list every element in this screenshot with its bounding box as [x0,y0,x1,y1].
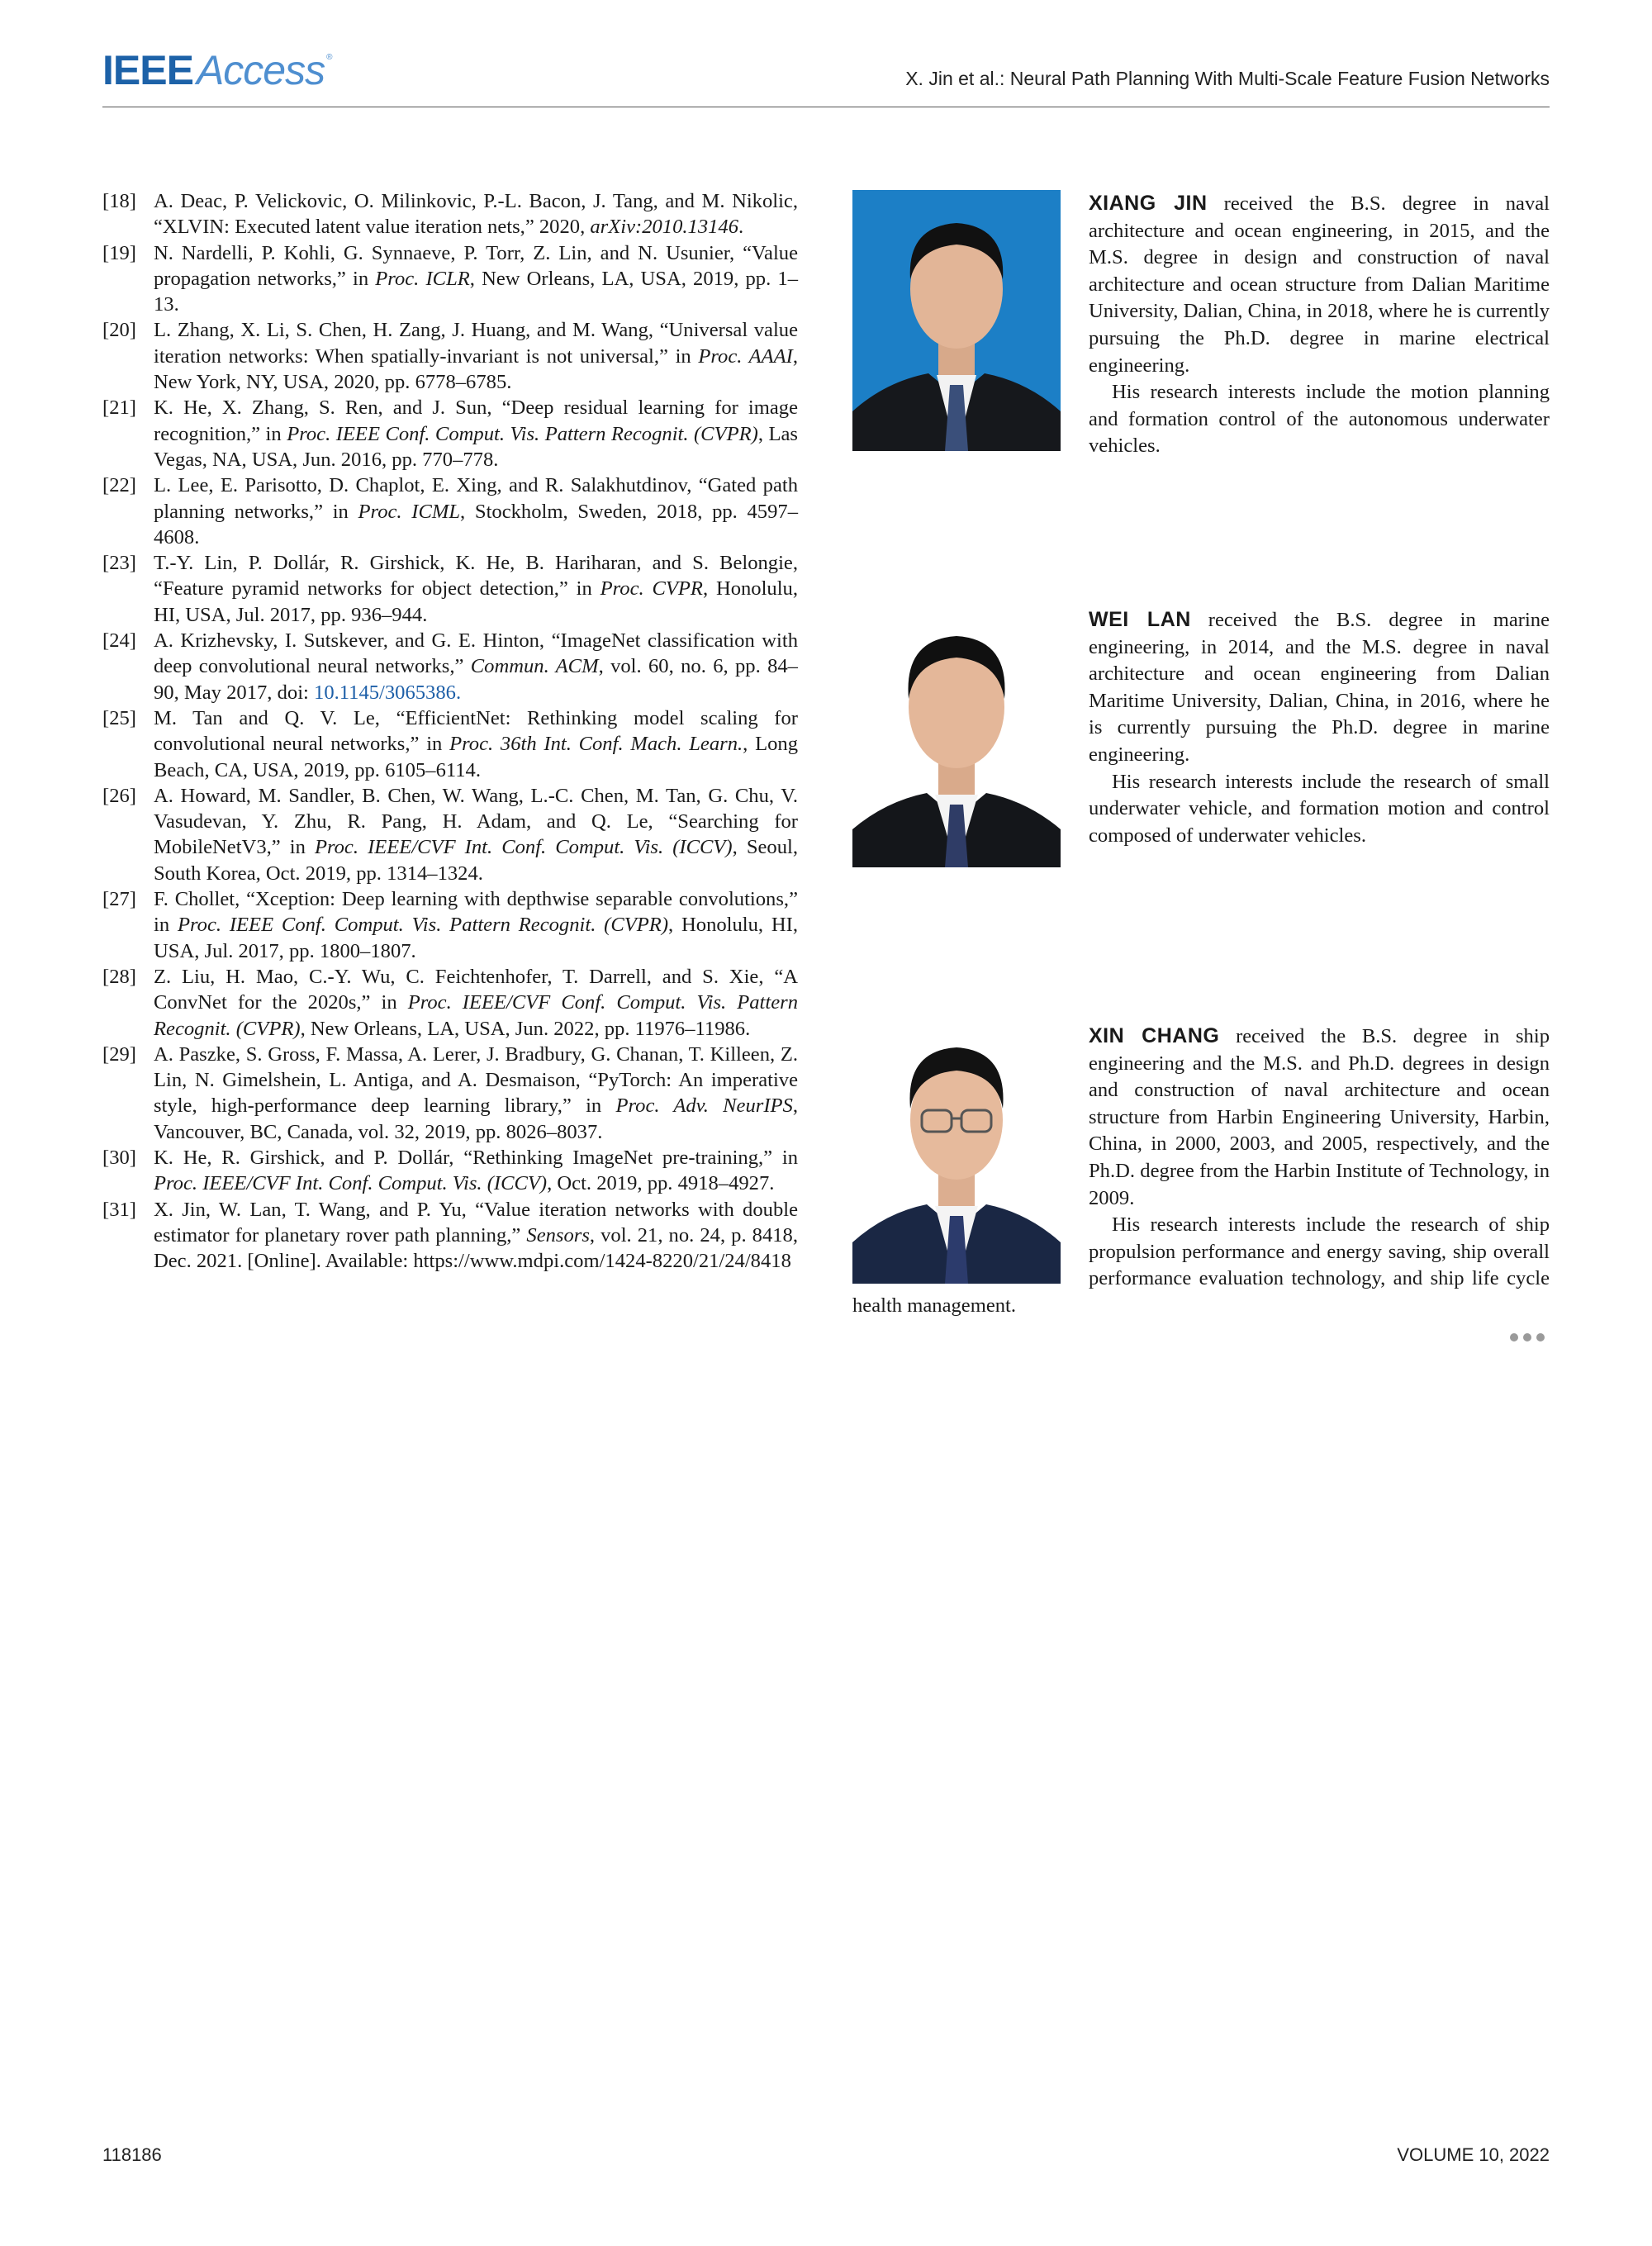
reference-segment: , Stockholm, Sweden, 2018, pp. 4597–4608. [154,500,798,548]
reference-segment: . [738,216,744,239]
reference-number: [24] [102,629,136,653]
reference-number: [19] [102,241,136,264]
biography-xin-chang [852,1023,1550,1320]
reference-text [154,1042,798,1145]
reference-segment: K. He, R. Girshick, and P. Dollár, “Rethinking ImageNet pre-training,” in [154,1146,798,1169]
reference-venue: Proc. IEEE/CVF Int. Conf. Comput. Vis. (ICCV) [154,1172,548,1195]
reference-item [102,550,798,628]
reference-number: [31] [102,1198,136,1221]
reference-venue: Proc. ICML [358,500,461,523]
author-name: WEI LAN [1089,608,1191,631]
reference-segment: , Honolulu, HI, USA, Jul. 2017, pp. 1800–1807. [154,914,798,962]
reference-segment: , Oct. 2019, pp. 4918–4927. [547,1172,775,1195]
author-name: XIANG JIN [1089,192,1208,215]
reference-segment: L. Zhang, X. Li, S. Chen, H. Zang, J. Huang, and M. Wang, “Universal value iteration networks: When spatially-invariant is not universal,” in [154,319,798,368]
reference-number: [26] [102,784,136,807]
reference-venue: Proc. IEEE/CVF Conf. Comput. Vis. Pattern Recognit. (CVPR) [154,991,798,1040]
author-photo-xiang-jin [852,190,1061,451]
reference-number: [25] [102,706,136,729]
end-of-article-dots [1510,1333,1545,1341]
reference-number: [29] [102,1042,136,1066]
reference-venue: Proc. IEEE Conf. Comput. Vis. Pattern Recognit. (CVPR) [287,422,758,445]
reference-segment: , New Orleans, LA, USA, Jun. 2022, pp. 11976–11986. [300,1017,751,1040]
ieee-access-logo [102,46,333,93]
reference-text [154,188,798,240]
reference-item [102,240,798,318]
reference-item [102,1197,798,1275]
reference-segment: A. Krizhevsky, I. Sutskever, and G. E. Hinton, “ImageNet classification with deep convolutional neural networks,” [154,629,798,678]
reference-item [102,783,798,886]
reference-text [154,240,798,318]
reference-item [102,472,798,550]
reference-text [154,886,798,964]
reference-segment: M. Tan and Q. V. Le, “EfficientNet: Rethinking model scaling for convolutional neural networks,” in [154,706,798,756]
reference-segment: , Long Beach, CA, USA, 2019, pp. 6105–6114. [154,733,798,781]
reference-number: [28] [102,965,136,988]
reference-item [102,705,798,783]
bio-paragraph-1: received the B.S. degree in marine engineering, in 2014, and the M.S. degree in naval architecture and ocean engineering from Dalian Maritime University, Dalian, China, in 2016, where he is currently pursuing the Ph.D. degree in marine engineering. [1089,609,1550,766]
reference-number: [18] [102,190,136,212]
reference-segment: , Las Vegas, NA, USA, Jun. 2016, pp. 770–778. [154,422,799,471]
dot [1523,1333,1531,1341]
dot [1510,1333,1518,1341]
reference-segment: F. Chollet, “Xception: Deep learning with depthwise separable convolutions,” in [154,888,798,937]
references-list [102,188,798,1274]
reference-venue: Proc. 36th Int. Conf. Mach. Learn. [449,733,743,756]
reference-text [154,964,798,1042]
reference-segment: K. He, X. Zhang, S. Ren, and J. Sun, “Deep residual learning for image recognition,” in [154,396,798,445]
reference-segment: , vol. 21, no. 24, p. 8418, Dec. 2021. [Online]. Available: https://www.mdpi.com/1424-8220/21/24/8418 [154,1223,798,1273]
page-header [102,46,1550,107]
reference-venue: Proc. Adv. NeurIPS [615,1095,793,1118]
reference-segment: , New Orleans, LA, USA, 2019, pp. 1–13. [154,267,798,316]
bio-paragraph-2: His research interests include the research of ship propulsion performance and energy saving, ship overall performance evaluation technology, and ship life cycle health management. [852,1213,1550,1317]
reference-text [154,1197,798,1275]
volume-label: VOLUME 10, 2022 [1397,2144,1550,2165]
reference-item [102,886,798,964]
reference-venue: Proc. AAAI [698,344,793,368]
dot [1536,1333,1545,1341]
reference-segment: N. Nardelli, P. Kohli, G. Synnaeve, P. Torr, Z. Lin, and N. Usunier, “Value propagation networks,” in [154,241,798,290]
reference-text [154,550,798,628]
reference-item [102,317,798,395]
bio-paragraph-1: received the B.S. degree in ship engineering and the M.S. and Ph.D. degrees in design and construction of naval architecture and ocean structure from Harbin Engineering University, Harbin, China, in 2000, 2003, and 2005, respectively, and the Ph.D. degree from the Harbin Institute of Technology, in 2009. [1089,1025,1550,1209]
reference-segment: A. Howard, M. Sandler, B. Chen, W. Wang, L.-C. Chen, M. Tan, G. Chu, V. Vasudevan, Y. Zhu, R. Pang, H. Adam, and Q. Le, “Searching for MobileNetV3,” in [154,784,798,859]
biography-wei-lan [852,606,1550,872]
reference-segment: A. Deac, P. Velickovic, O. Milinkovic, P.-L. Bacon, J. Tang, and M. Nikolic, “XLVIN: Executed latent value iteration nets,” 2020, [154,190,798,239]
bio-paragraph-2: His research interests include the research of small underwater vehicle, and formation motion and control composed of underwater vehicles. [1089,770,1550,847]
reference-segment: T.-Y. Lin, P. Dollár, R. Girshick, K. He, B. Hariharan, and S. Belongie, “Feature pyramid networks for object detection,” in [154,552,798,601]
reference-text [154,1145,798,1197]
reference-venue: Commun. ACM [470,655,599,678]
reference-segment: , Honolulu, HI, USA, Jul. 2017, pp. 936–944. [154,577,798,626]
reference-segment: Z. Liu, H. Mao, C.-Y. Wu, C. Feichtenhofer, T. Darrell, and S. Xie, “A ConvNet for the 2020s,” in [154,965,798,1014]
reference-item [102,628,798,705]
reference-text [154,317,798,395]
reference-number: [27] [102,888,136,911]
reference-venue: Proc. ICLR [375,267,470,290]
reference-segment: , vol. 60, no. 6, pp. 84–90, May 2017, doi: [154,655,798,704]
author-name: XIN CHANG [1089,1024,1220,1047]
logo-registered-mark: ® [326,53,333,62]
reference-segment: , New York, NY, USA, 2020, pp. 6778–6785. [154,344,798,394]
reference-number: [20] [102,319,136,342]
reference-segment: , Seoul, South Korea, Oct. 2019, pp. 1314–1324. [154,836,798,885]
reference-number: [22] [102,474,136,497]
reference-venue: Proc. IEEE Conf. Comput. Vis. Pattern Recognit. (CVPR) [177,914,669,937]
reference-venue: Proc. IEEE/CVF Int. Conf. Comput. Vis. (ICCV) [314,836,733,859]
reference-number: [30] [102,1146,136,1169]
reference-number: [21] [102,396,136,420]
reference-segment: A. Paszke, S. Gross, F. Massa, A. Lerer, J. Bradbury, G. Chanan, T. Killeen, Z. Lin, N. Gimelshein, L. Antiga, and A. Desmaison, “PyTorch: An imperative style, high-performance deep learning library,” in [154,1042,798,1118]
page-number: 118186 [102,2144,162,2165]
reference-venue: arXiv:2010.13146 [590,216,739,239]
reference-text [154,783,798,886]
reference-text [154,628,798,705]
logo-ieee-text: IEEE [102,47,193,93]
running-title: X. Jin et al.: Neural Path Planning With Multi-Scale Feature Fusion Networks [905,68,1550,89]
reference-item [102,1145,798,1197]
reference-item [102,188,798,240]
reference-item [102,1042,798,1145]
reference-text [154,705,798,783]
reference-item [102,964,798,1042]
reference-segment: , Vancouver, BC, Canada, vol. 32, 2019, pp. 8026–8037. [154,1095,798,1143]
reference-text [154,395,798,472]
reference-item [102,395,798,472]
reference-number: [23] [102,552,136,575]
author-photo-wei-lan [852,606,1061,867]
bio-paragraph-1: received the B.S. degree in naval architecture and ocean engineering, in 2015, and the M.S. degree in design and construction of naval architecture and ocean structure from Dalian Maritime University, Dalian, China, in 2018, where he is currently pursuing the Ph.D. degree in marine electrical engineering. [1089,192,1550,377]
author-photo-xin-chang [852,1023,1061,1284]
reference-venue: Proc. CVPR [600,577,703,601]
reference-text [154,472,798,550]
logo-access-text: Access [196,47,325,93]
reference-segment: X. Jin, W. Lan, T. Wang, and P. Yu, “Value iteration networks with double estimator for planetary rover path planning,” [154,1198,798,1246]
reference-segment: L. Lee, E. Parisotto, D. Chaplot, E. Xing, and R. Salakhutdinov, “Gated path planning networks,” in [154,474,798,523]
doi-link[interactable]: 10.1145/3065386. [314,681,462,704]
bio-paragraph-2: His research interests include the motion planning and formation control of the autonomous underwater vehicles. [1089,381,1550,458]
biography-xiang-jin [852,190,1550,460]
reference-venue: Sensors [526,1223,590,1246]
